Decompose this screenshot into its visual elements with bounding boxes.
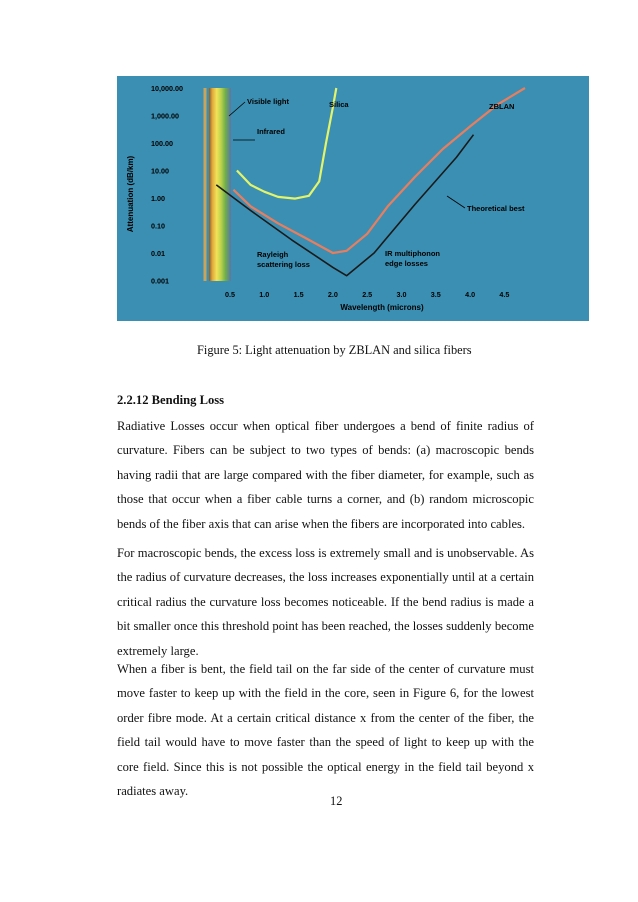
x-tick-label: 3.0 bbox=[396, 290, 407, 299]
annotation-visible-light: Visible light bbox=[247, 97, 289, 106]
annotation-scattering-loss: scattering loss bbox=[257, 260, 310, 269]
paragraph: When a fiber is bent, the field tail on the far side of the center of curvature must move faster to keep up with the field in the core, seen in Figure 6, for the lowest order fibre mode. At a certain critical distance x from the center of the fiber, the field tail would have to move faster than the speed of light to keep up with the core field. Since this is not possible the optical energy in the field tail beyond x radiates away. bbox=[117, 662, 534, 799]
attenuation-figure bbox=[117, 76, 589, 321]
attenuation-chart bbox=[117, 76, 589, 321]
x-axis-label: Wavelength (microns) bbox=[340, 303, 424, 312]
paragraph: For macroscopic bends, the excess loss is extremely small and is unobservable. As the radius of curvature decreases, the loss increases exponentially until at a certain critical radius the curvature loss becomes noticeable. If the bend radius is made a bit smaller once this threshold point has been reached, the losses suddenly become extremely large. bbox=[117, 546, 534, 658]
y-tick-label: 0.01 bbox=[151, 249, 165, 258]
x-tick-label: 2.5 bbox=[362, 290, 373, 299]
x-tick-label: 0.5 bbox=[225, 290, 235, 299]
figure-caption: Figure 5: Light attenuation by ZBLAN and silica fibers bbox=[197, 343, 472, 357]
y-tick-label: 0.10 bbox=[151, 221, 165, 231]
y-tick-label: 10,000.00 bbox=[151, 84, 183, 93]
y-axis-label: Attenuation (dB/km) bbox=[126, 155, 135, 233]
visible-spectrum-band bbox=[209, 88, 231, 281]
annotation-silica: Silica bbox=[329, 100, 349, 109]
page-number: 12 bbox=[330, 794, 343, 808]
y-tick-label: 10.00 bbox=[151, 166, 169, 176]
annotation-infrared: Infrared bbox=[257, 127, 285, 136]
annotation-theoretical-best: Theoretical best bbox=[467, 204, 525, 213]
x-tick-label: 4.0 bbox=[465, 290, 476, 299]
annotation-ir-multiphonon: IR multiphonon bbox=[385, 249, 440, 258]
y-tick-label: 0.001 bbox=[151, 276, 169, 286]
x-tick-labels bbox=[225, 290, 509, 299]
x-tick-label: 3.5 bbox=[430, 290, 441, 299]
x-tick-label: 2.0 bbox=[327, 290, 338, 299]
annotation-zblan: ZBLAN bbox=[489, 102, 515, 111]
y-tick-label: 1,000.00 bbox=[151, 111, 179, 121]
paragraph: Radiative Losses occur when optical fiber undergoes a bend of finite radius of curvature. Fibers can be subject to two types of bends: (a) macroscopic bends having radii that are large compared with the fiber diameter, for example, such as those that occur when a fiber cable turns a corner, and (b) random microscopic bends of the fiber axis that can arise when the fibers are incorporated into cables. bbox=[117, 419, 534, 531]
section-heading: 2.2.12 Bending Loss bbox=[117, 393, 225, 407]
y-tick-label: 100.00 bbox=[151, 139, 173, 148]
y-tick-label: 1.00 bbox=[151, 194, 165, 203]
x-tick-label: 1.0 bbox=[259, 290, 270, 299]
x-tick-label: 4.5 bbox=[499, 290, 510, 299]
annotation-edge-losses: edge losses bbox=[385, 259, 428, 268]
x-tick-label: 1.5 bbox=[293, 290, 304, 299]
annotation-rayleigh: Rayleigh bbox=[257, 250, 289, 259]
chart-background bbox=[117, 76, 589, 321]
